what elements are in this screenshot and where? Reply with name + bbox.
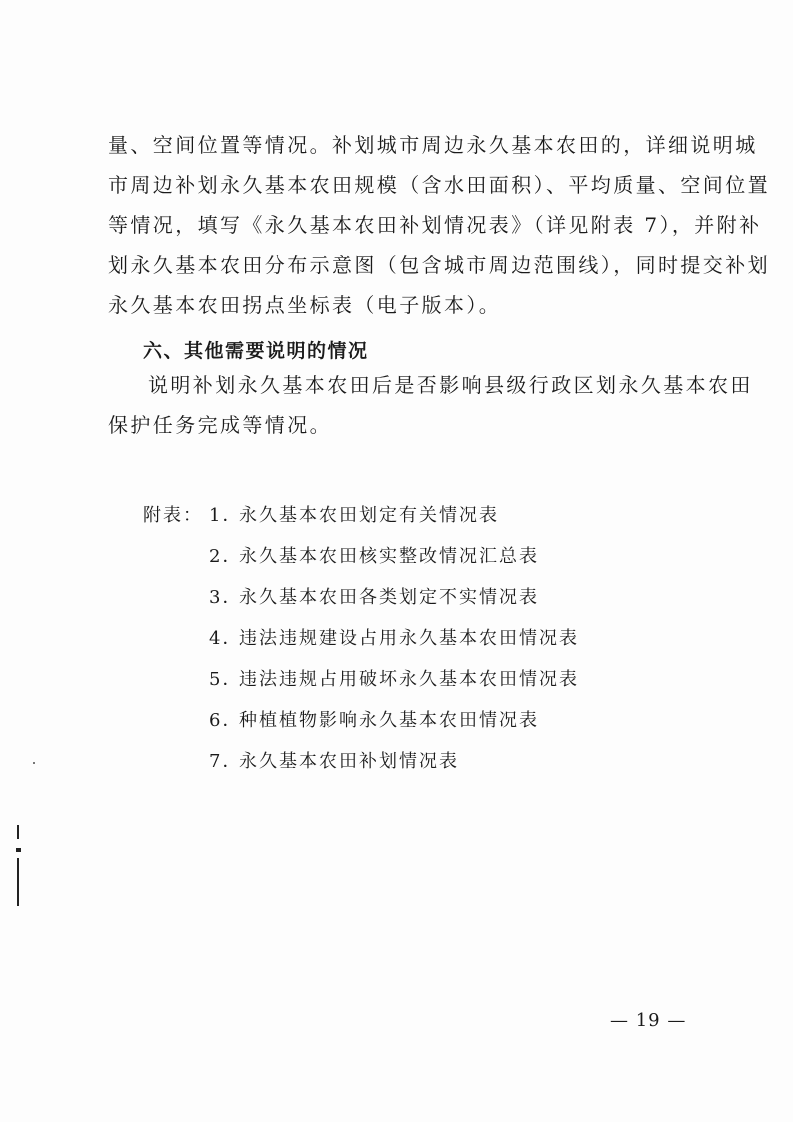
attachment-title: 违法违规建设占用永久基本农田情况表 xyxy=(239,628,579,649)
list-item xyxy=(143,536,579,577)
scan-binding-mark xyxy=(16,848,21,852)
attachment-number: 2． xyxy=(209,546,243,567)
list-item xyxy=(143,577,579,618)
attachment-title: 永久基本农田划定有关情况表 xyxy=(239,505,499,526)
attachment-title: 永久基本农田各类划定不实情况表 xyxy=(239,587,539,608)
list-item xyxy=(143,659,579,700)
paragraph-supplement-details xyxy=(108,125,770,325)
attachment-prefix: 附表： xyxy=(143,505,203,526)
attachment-number: 3． xyxy=(209,587,243,608)
list-item xyxy=(143,700,579,741)
attachment-list xyxy=(143,495,579,782)
text-line: 保护任务完成等情况。 xyxy=(108,413,332,437)
attachment-number: 4． xyxy=(209,628,243,649)
attachment-number: 6． xyxy=(209,710,243,731)
list-item xyxy=(143,618,579,659)
attachment-number: 1． xyxy=(209,505,243,526)
page-number: — 19 — xyxy=(610,1010,687,1031)
scan-dot xyxy=(33,762,35,764)
attachment-title: 永久基本农田补划情况表 xyxy=(239,751,459,772)
text-line: 永久基本农田拐点坐标表（电子版本）。 xyxy=(108,293,502,317)
scan-binding-mark xyxy=(17,858,19,906)
list-item xyxy=(143,495,579,536)
attachment-title: 种植植物影响永久基本农田情况表 xyxy=(239,710,539,731)
attachment-title: 违法违规占用破坏永久基本农田情况表 xyxy=(239,669,579,690)
text-line: 划永久基本农田分布示意图（包含城市周边范围线），同时提交补划 xyxy=(108,253,770,277)
attachment-number: 7． xyxy=(209,751,243,772)
attachment-number: 5． xyxy=(209,669,243,690)
text-line: 等情况，填写《永久基本农田补划情况表》（详见附表 7），并附补 xyxy=(108,213,762,237)
section-heading: 六、其他需要说明的情况 xyxy=(143,340,369,362)
text-line: 说明补划永久基本农田后是否影响县级行政区划永久基本农田 xyxy=(148,373,753,397)
list-item xyxy=(143,741,579,782)
text-line: 市周边补划永久基本农田规模（含水田面积）、平均质量、空间位置 xyxy=(108,173,770,197)
paragraph-other-notes xyxy=(108,365,753,445)
attachment-title: 永久基本农田核实整改情况汇总表 xyxy=(239,546,539,567)
text-line: 量、空间位置等情况。补划城市周边永久基本农田的，详细说明城 xyxy=(108,133,758,157)
scan-binding-mark xyxy=(17,825,19,839)
